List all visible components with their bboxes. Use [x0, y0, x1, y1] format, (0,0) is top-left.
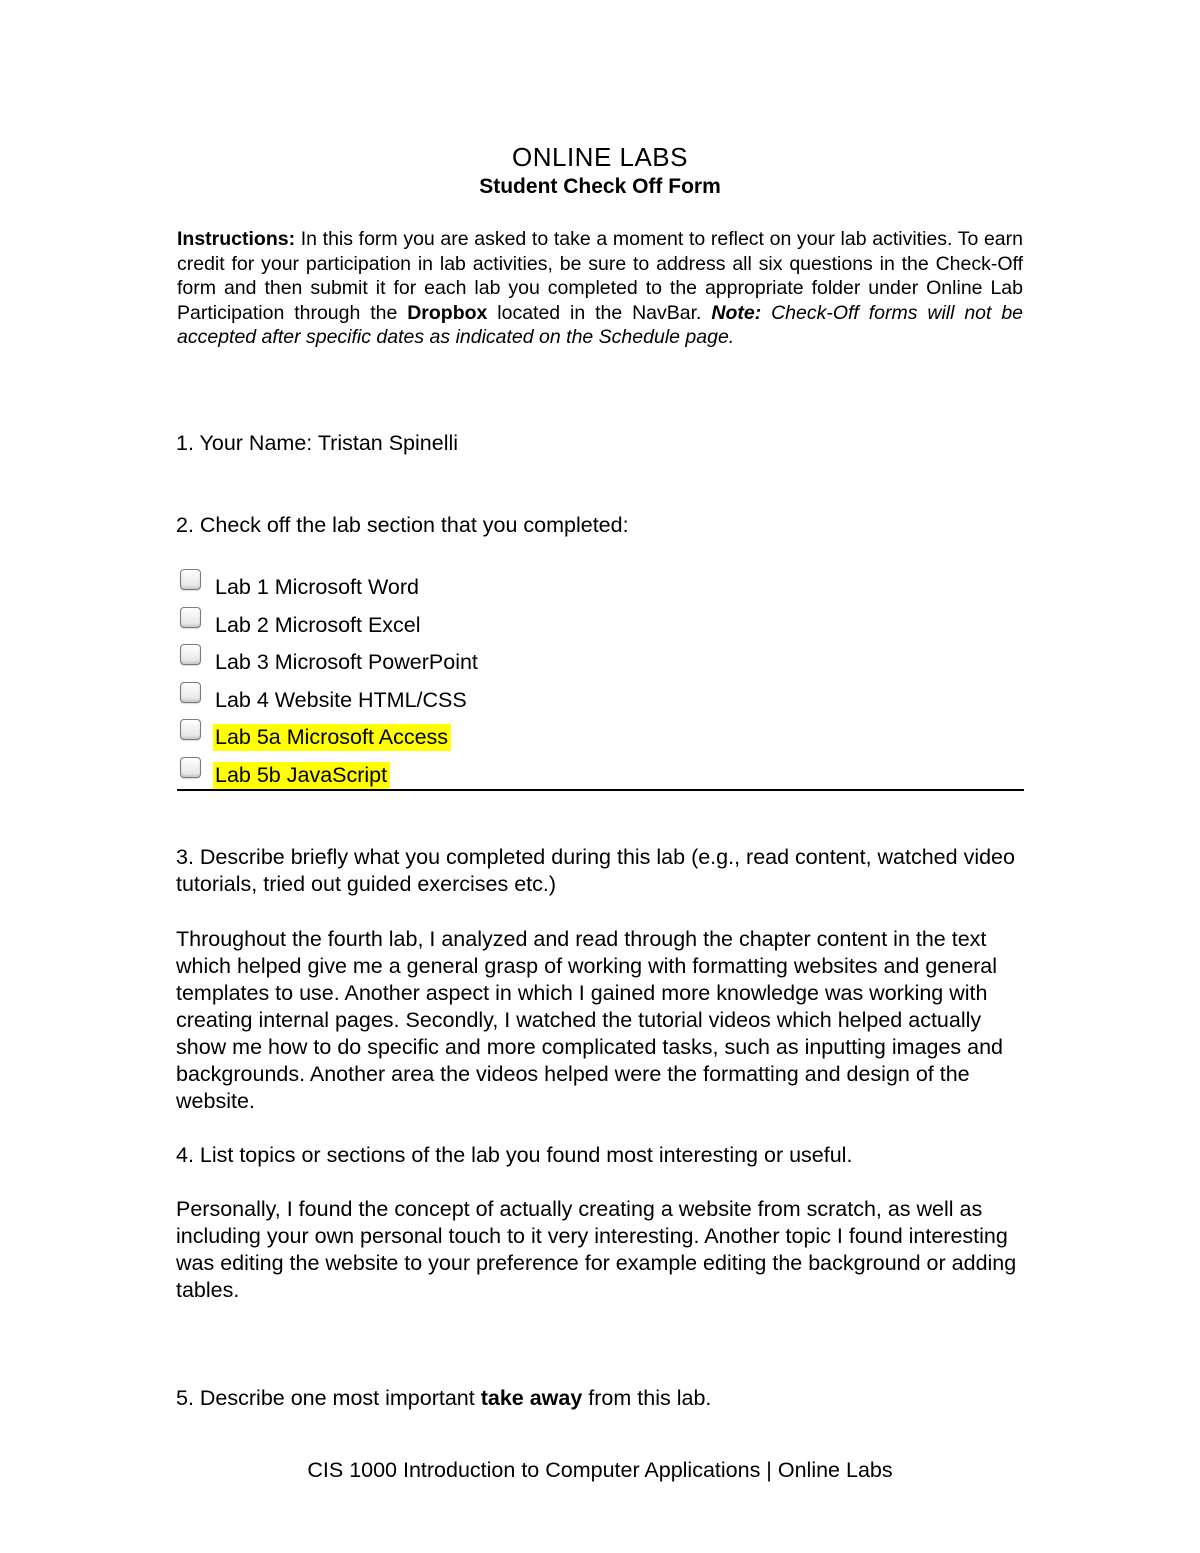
question-1-name: 1. Your Name: Tristan Spinelli — [176, 431, 459, 455]
note-text: Check-Off forms will not be accepted after specific dates as indicated on the Schedule page. — [177, 301, 1024, 349]
question-5-prompt — [176, 1385, 1026, 1412]
note-label: Note: — [711, 301, 762, 324]
lab-option-label: Lab 1 Microsoft Word — [215, 575, 419, 599]
instructions-text: In this form you are asked to take a moment to reflect on your lab activities. To earn credit for your participation in lab activities, be sure to address all six questions in the Check-Off form and then submit it for each lab you completed to the appropriate folder under Online Lab Participation through the — [177, 228, 1023, 324]
answer-4: Personally, I found the concept of actually creating a website from scratch, as well as including your own personal touch to it very interesting. Another topic I found interesting was editing the website to your preference for example editing the background or adding tables. — [176, 1197, 1017, 1302]
lab-option-3[interactable] — [178, 641, 1028, 679]
instructions-paragraph — [177, 227, 1023, 350]
question-5-emphasis: take away — [480, 1386, 583, 1410]
lab-option-label: Lab 4 Website HTML/CSS — [215, 687, 467, 712]
instructions-text-continued: located in the NavBar. — [487, 301, 712, 324]
instructions-label: Instructions: — [177, 228, 296, 250]
question-4-prompt: 4. List topics or sections of the lab you found most interesting or useful. — [176, 1143, 853, 1167]
page-footer: CIS 1000 Introduction to Computer Applications | Online Labs — [307, 1458, 893, 1482]
checkbox-icon[interactable] — [180, 682, 201, 703]
page-subtitle: Student Check Off Form — [479, 175, 721, 198]
checkbox-icon[interactable] — [180, 719, 201, 740]
checkbox-icon[interactable] — [180, 644, 201, 665]
question-2-prompt: 2. Check off the lab section that you completed: — [176, 513, 629, 537]
lab-option-label: Lab 2 Microsoft Excel — [215, 612, 421, 637]
checkbox-icon[interactable] — [180, 757, 201, 778]
question-5-text-end: from this lab. — [582, 1386, 712, 1410]
lab-option-1[interactable] — [178, 566, 1028, 604]
lab-option-5b[interactable] — [178, 754, 1028, 792]
question-5-text: 5. Describe one most important — [176, 1386, 481, 1410]
question-3-prompt: 3. Describe briefly what you completed during this lab (e.g., read content, watched video tutorials, tried out guided exercises etc.) — [176, 845, 1015, 896]
lab-checklist — [178, 566, 1028, 791]
section-divider — [177, 789, 1024, 791]
lab-option-label: Lab 5b JavaScript — [213, 762, 390, 789]
dropbox-term: Dropbox — [407, 301, 488, 324]
page-title: ONLINE LABS — [511, 142, 688, 172]
lab-option-4[interactable] — [178, 679, 1028, 717]
lab-option-2[interactable] — [178, 604, 1028, 642]
answer-3: Throughout the fourth lab, I analyzed and read through the chapter content in the text which helped give me a general grasp of working with formatting websites and general templates to use. Another aspect in which I gained more knowledge was working with creating internal pages. Secondly, I watched the tutorial videos which helped actually show me how to do specific and more complicated tasks, such as inputting images and backgrounds. Another area the videos helped were the formatting and design of the website. — [176, 927, 1003, 1113]
lab-option-label: Lab 3 Microsoft PowerPoint — [215, 650, 478, 674]
checkbox-icon[interactable] — [180, 607, 201, 628]
checkbox-icon[interactable] — [180, 569, 201, 590]
lab-option-label: Lab 5a Microsoft Access — [213, 724, 451, 751]
lab-option-5a[interactable] — [178, 716, 1028, 754]
